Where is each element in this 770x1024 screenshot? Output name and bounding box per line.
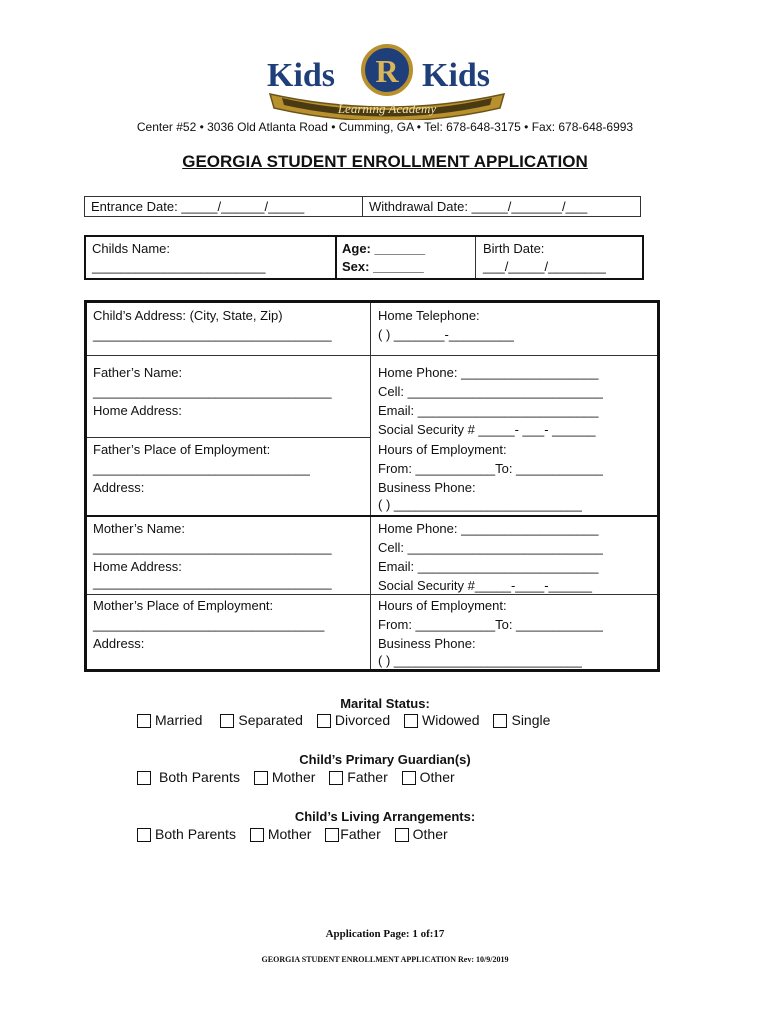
married-checkbox[interactable]: Married [137,712,202,728]
father-hours-label: Hours of Employment: [378,442,507,457]
logo-text-mid: R [375,53,399,89]
kids-r-kids-logo [262,42,512,120]
guardian-both-parents-checkbox[interactable]: Both Parents [137,769,240,785]
guardian-father-checkbox[interactable]: Father [329,769,387,785]
guardian-options [137,769,465,785]
father-employment-field[interactable]: ______________________________ [93,461,310,476]
guardian-heading: Child’s Primary Guardian(s) [299,752,471,767]
withdrawal-date-field[interactable]: Withdrawal Date: _____/_______/___ [369,199,588,214]
father-cell-field[interactable]: Cell: ___________________________ [378,384,603,399]
mother-home-address-field[interactable]: _________________________________ [93,575,332,590]
mother-employment-label: Mother’s Place of Employment: [93,598,274,613]
revision-line: GEORGIA STUDENT ENROLLMENT APPLICATION Rev: 10/9/2019 [261,955,509,964]
logo-text-right: Kids [422,57,491,94]
divorced-checkbox[interactable]: Divorced [317,712,390,728]
separated-checkbox[interactable]: Separated [220,712,303,728]
birth-date-field[interactable]: ___/_____/________ [483,259,606,274]
living-both-parents-checkbox[interactable]: Both Parents [137,826,236,842]
mother-name-field[interactable]: _________________________________ [93,540,332,555]
father-home-address-label[interactable]: Home Address: [93,403,182,418]
living-other-checkbox[interactable]: Other [395,826,448,842]
age-field[interactable]: Age: _______ [342,241,426,256]
child-info-box [84,235,644,280]
mother-hours-label: Hours of Employment: [378,598,507,613]
father-business-phone-field[interactable]: ( ) __________________________ [378,497,582,512]
mother-employment-field[interactable]: ________________________________ [93,617,325,632]
guardian-other-checkbox[interactable]: Other [402,769,455,785]
sex-field[interactable]: Sex: _______ [342,259,424,274]
single-checkbox[interactable]: Single [493,712,550,728]
home-telephone-field[interactable]: ( ) _______-_________ [378,327,514,342]
mother-home-address-label: Home Address: [93,559,182,574]
mother-email-field[interactable]: Email: _________________________ [378,559,599,574]
mother-name-label: Mother’s Name: [93,521,185,536]
living-mother-checkbox[interactable]: Mother [250,826,312,842]
child-name-field[interactable]: ________________________ [92,259,266,274]
center-address: Center #52 • 3036 Old Atlanta Road • Cumming, GA • Tel: 678-648-3175 • Fax: 678-648-6993 [136,120,634,134]
mother-home-phone-field[interactable]: Home Phone: ___________________ [378,521,599,536]
father-email-field[interactable]: Email: _________________________ [378,403,599,418]
page-title: GEORGIA STUDENT ENROLLMENT APPLICATION [182,152,588,171]
father-ssn-field[interactable]: Social Security # _____- ___- ______ [378,422,596,437]
child-address-field[interactable]: _________________________________ [93,327,332,342]
father-home-phone-field[interactable]: Home Phone: ___________________ [378,365,599,380]
living-options [137,826,458,842]
mother-ssn-field[interactable]: Social Security #_____-____-______ [378,578,592,593]
widowed-checkbox[interactable]: Widowed [404,712,480,728]
guardian-mother-checkbox[interactable]: Mother [254,769,316,785]
living-heading: Child’s Living Arrangements: [294,809,476,824]
entrance-date-field[interactable]: Entrance Date: _____/______/_____ [91,199,305,214]
father-employment-label: Father’s Place of Employment: [93,442,271,457]
logo-text-left: Kids [267,57,336,94]
birth-date-label: Birth Date: [483,241,545,256]
father-from-to-field[interactable]: From: ___________To: ____________ [378,461,603,476]
mother-from-to-field[interactable]: From: ___________To: ____________ [378,617,603,632]
mother-business-phone-label: Business Phone: [378,636,476,651]
father-name-label: Father’s Name: [93,365,183,380]
father-business-phone-label: Business Phone: [378,480,476,495]
parents-box [84,300,660,672]
page-number: Application Page: 1 of:17 [325,928,445,940]
marital-status-heading: Marital Status: [340,696,430,711]
dates-box [84,196,641,217]
marital-status-options [137,712,560,728]
child-address-label: Child’s Address: (City, State, Zip) [93,308,283,323]
mother-cell-field[interactable]: Cell: ___________________________ [378,540,603,555]
father-address-label[interactable]: Address: [93,480,145,495]
logo [262,42,512,120]
living-father-checkbox[interactable]: Father [325,826,380,842]
mother-business-phone-field[interactable]: ( ) __________________________ [378,653,582,668]
father-name-field[interactable]: _________________________________ [93,384,332,399]
mother-address-label[interactable]: Address: [93,636,145,651]
home-telephone-label: Home Telephone: [378,308,480,323]
child-name-label: Childs Name: [92,241,171,256]
logo-subtitle: Learning Academy [337,101,437,116]
